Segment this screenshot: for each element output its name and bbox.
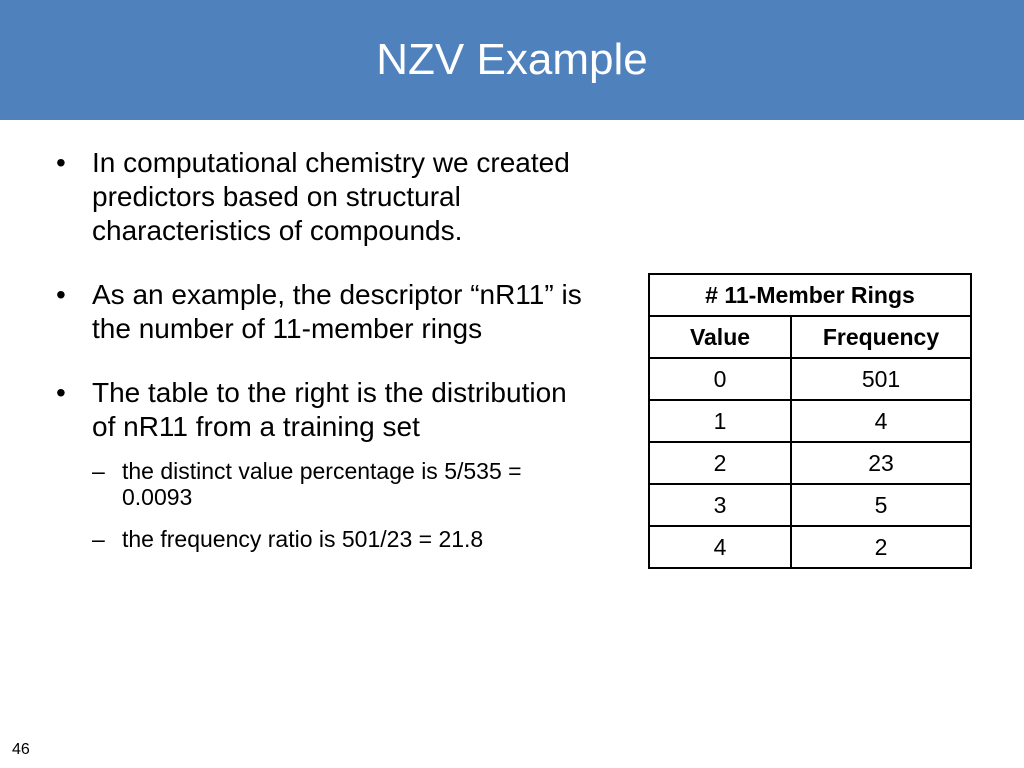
column-header-value: Value bbox=[649, 316, 791, 358]
bullet-symbol: • bbox=[56, 147, 66, 178]
table-cell-value: 1 bbox=[649, 400, 791, 442]
sub-bullet-text: the distinct value percentage is 5/535 = 0.0093 bbox=[122, 458, 522, 510]
table-cell-value: 2 bbox=[649, 442, 791, 484]
frequency-table bbox=[648, 273, 972, 569]
table-row bbox=[649, 358, 971, 400]
bullet-item bbox=[56, 376, 596, 552]
bullet-text: As an example, the descriptor “nR11” is the number of 11-member rings bbox=[92, 279, 582, 344]
sub-bullet-symbol: – bbox=[92, 458, 105, 484]
table-cell-frequency: 4 bbox=[791, 400, 971, 442]
bullet-item bbox=[56, 278, 596, 346]
bullet-item bbox=[56, 146, 596, 248]
table-row bbox=[649, 526, 971, 568]
table-cell-frequency: 2 bbox=[791, 526, 971, 568]
bullet-symbol: • bbox=[56, 377, 66, 408]
table-row bbox=[649, 442, 971, 484]
table-row bbox=[649, 400, 971, 442]
bullet-list bbox=[56, 146, 596, 568]
sub-bullet-list bbox=[92, 458, 596, 552]
table-cell-frequency: 23 bbox=[791, 442, 971, 484]
slide-title: NZV Example bbox=[376, 35, 648, 84]
table-cell-value: 0 bbox=[649, 358, 791, 400]
table-cell-value: 3 bbox=[649, 484, 791, 526]
sub-bullet-item bbox=[92, 458, 596, 510]
table-title-row bbox=[649, 274, 971, 316]
sub-bullet-item bbox=[92, 526, 596, 552]
page-number: 46 bbox=[12, 741, 30, 758]
table-cell-frequency: 501 bbox=[791, 358, 971, 400]
sub-bullet-symbol: – bbox=[92, 526, 105, 552]
table-cell-value: 4 bbox=[649, 526, 791, 568]
table-cell-frequency: 5 bbox=[791, 484, 971, 526]
bullet-text: In computational chemistry we created predictors based on structural characteristics of compounds. bbox=[92, 147, 570, 246]
title-bar bbox=[0, 0, 1024, 120]
table-header-row bbox=[649, 316, 971, 358]
bullet-symbol: • bbox=[56, 279, 66, 310]
bullet-text: The table to the right is the distribution of nR11 from a training set bbox=[92, 377, 567, 442]
column-header-frequency: Frequency bbox=[791, 316, 971, 358]
table-title: # 11-Member Rings bbox=[649, 274, 971, 316]
table-row bbox=[649, 484, 971, 526]
sub-bullet-text: the frequency ratio is 501/23 = 21.8 bbox=[122, 526, 484, 552]
